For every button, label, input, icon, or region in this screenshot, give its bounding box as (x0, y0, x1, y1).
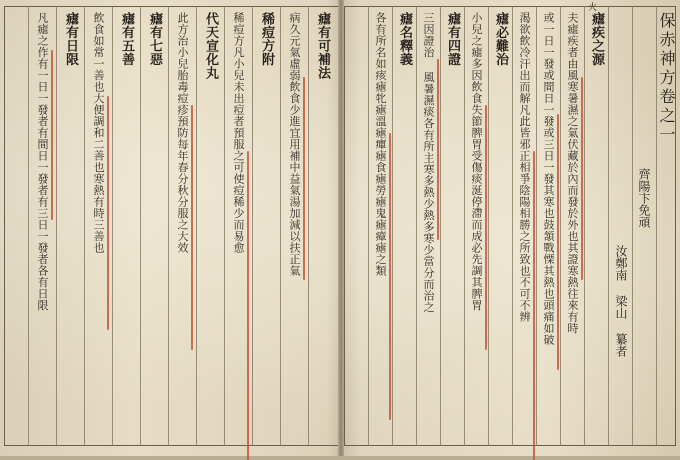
column-rule-line (56, 6, 57, 446)
red-annotation-mark (303, 77, 305, 280)
red-annotation-mark (51, 50, 53, 220)
left-text-column: 凡瘧之作有一日一發者有間日一發者有三日一發者各有日限 (36, 12, 49, 311)
column-rule-line (464, 6, 465, 446)
column-rule-line (196, 6, 197, 446)
right-text-column: 瘧必難治 (493, 12, 508, 66)
right-text-column: 夫瘧疾者由風寒暑濕之氣伏藏於內而發於外也其證寒熱往來有時 (566, 12, 579, 334)
page-fold (338, 0, 344, 456)
column-rule-line (656, 6, 657, 446)
red-annotation-mark (557, 114, 559, 370)
column-rule-line (632, 6, 633, 446)
left-text-column: 稀痘方凡小兒未出痘者預服之可使痘稀少而易愈 (232, 12, 245, 254)
red-annotation-mark (485, 105, 487, 350)
column-rule-line (416, 6, 417, 446)
red-annotation-mark (437, 59, 439, 240)
right-text-column: 小兒之瘧多因飲食失節脾胃受傷痰涎停滯而成必先調其脾胃 (470, 12, 483, 311)
right-text-column: 瘧有四證 (445, 12, 460, 66)
column-rule-line (584, 6, 585, 446)
red-annotation-mark (107, 96, 109, 330)
red-annotation-mark (247, 151, 249, 460)
left-text-column: 稀痘方附 (259, 12, 274, 66)
left-text-column: 瘧有七惡 (147, 12, 162, 66)
editor-line: 汝鄭南 梁山 纂者 (614, 245, 628, 357)
column-rule-line (224, 6, 225, 446)
right-text-column: 三因證治 風暑濕痰各有所主寒多熱少熱多寒少當分而治之 (422, 12, 435, 313)
left-text-column: 病久元氣虛弱飲食少進宜用補中益氣湯加減以扶正氣 (288, 12, 301, 277)
column-rule-line (368, 6, 369, 446)
column-rule-line (608, 6, 609, 446)
red-annotation-mark (533, 151, 535, 460)
book-title: 保赤神方卷之一 (657, 12, 676, 145)
column-rule-line (440, 6, 441, 446)
left-text-column: 瘧有日限 (63, 12, 78, 66)
left-text-column: 代天宣化丸 (203, 12, 218, 80)
right-text-column: 或一日一發或間日一發或三日一發其寒也鼓頷戰慄其熱也頭痛如破 (542, 12, 555, 346)
column-rule-line (308, 6, 309, 446)
red-annotation-mark (389, 133, 391, 420)
right-text-column: 渴欲飲冷汗出而解凡此皆邪正相爭陰陽相勝之所致也不可不辨 (518, 12, 531, 323)
red-annotation-mark (191, 105, 193, 350)
left-text-column: 瘧有可補法 (315, 12, 330, 80)
column-rule-line (140, 6, 141, 446)
column-rule-line (84, 6, 85, 446)
left-text-column: 瘧有五善 (119, 12, 134, 66)
column-rule-line (28, 6, 29, 446)
column-rule-line (392, 6, 393, 446)
right-text-column: 各有所名如痎瘧牝瘧溫瘧癉瘧食瘧勞瘧鬼瘧瘴瘧之類 (374, 12, 387, 277)
red-annotation-mark (581, 77, 583, 280)
right-text-column: 瘧名釋義 (397, 12, 412, 66)
column-rule-line (488, 6, 489, 446)
folio-mark: 火 (588, 3, 598, 13)
column-rule-line (560, 6, 561, 446)
left-text-column: 飲食如常一善也大便調和二善也寒熱有時三善也 (92, 12, 105, 254)
author-line: 齊陽卞免頑 (637, 168, 651, 228)
column-rule-line (280, 6, 281, 446)
column-rule-line (512, 6, 513, 446)
column-rule-line (252, 6, 253, 446)
right-text-column: 瘧疾之源 (589, 12, 604, 66)
column-rule-line (112, 6, 113, 446)
left-text-column: 此方治小兒胎毒痘疹預防每年春分秋分服之大效 (176, 12, 189, 254)
column-rule-line (168, 6, 169, 446)
column-rule-line (536, 6, 537, 446)
